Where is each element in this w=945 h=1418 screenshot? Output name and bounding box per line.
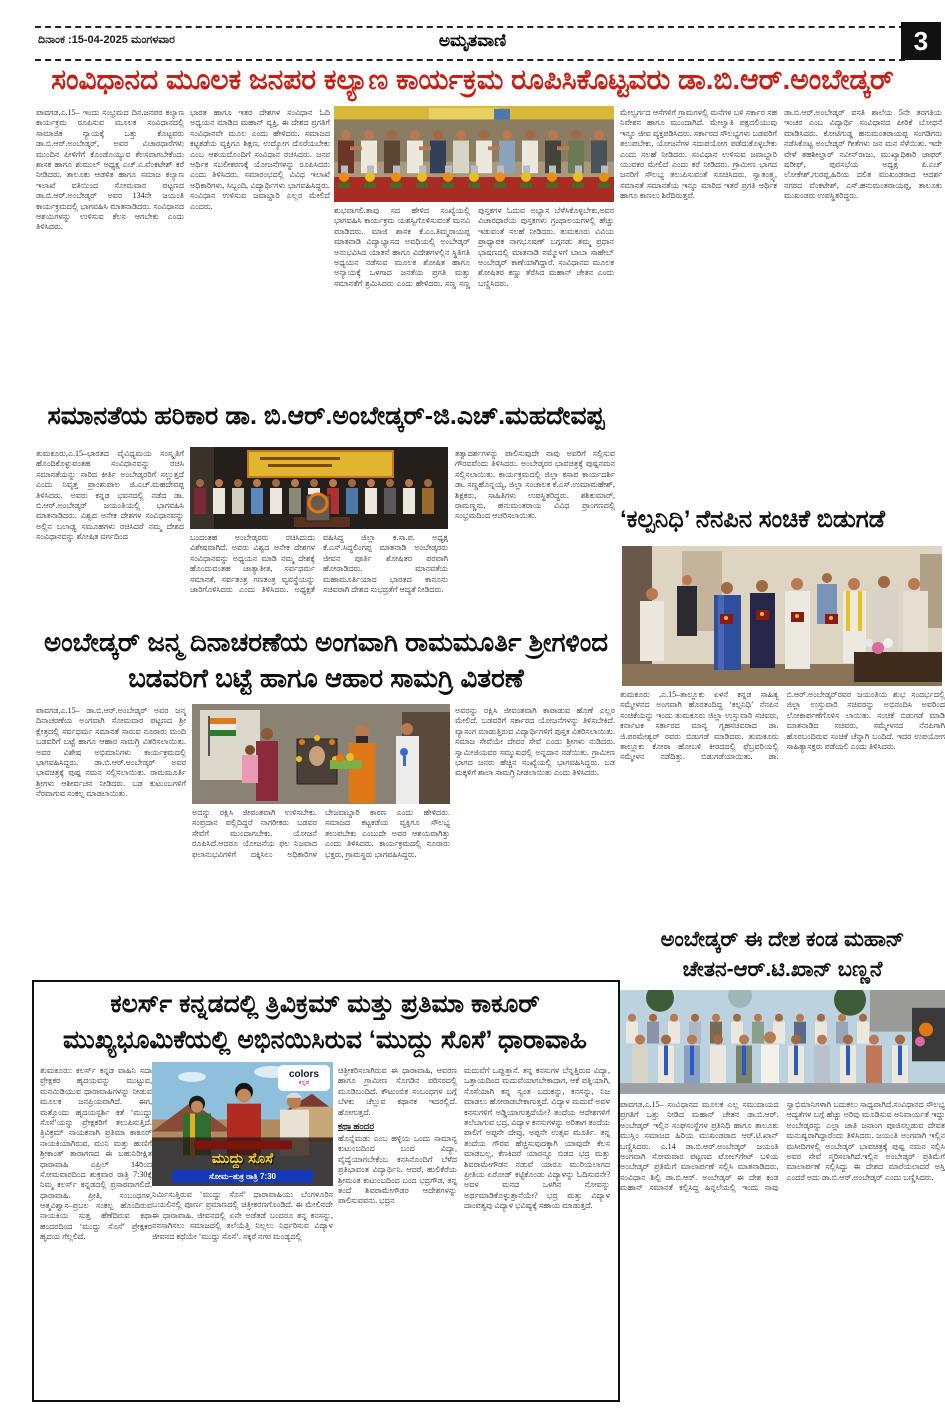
masthead: ಅಮೃತವಾಣಿ — [438, 31, 507, 50]
article-janma-col-a: ಪಾವಗಡ,ಎ.15– ಡಾ.ಬಿ.ಆರ್.ಅಂಬೇಡ್ಕರ್ ಅವರ ಜನ್ಮ ದಿನಾಚರಣೆಯ ಅಂಗವಾಗಿ ಸೋಮವಾರ ಪಟ್ಟಣದ ಶ್ರೀ ಕ್ಷೇತ್ರದಲ್ಲಿ ಸರ್ವಧರ್ಮ ಸಮಾನತೆ ಸಾರುವ ನೂರಾರು ಮಂದಿ ಬಡವರಿಗೆ ಬಟ್ಟೆ ಹಾಗೂ ಆಹಾರ ಸಾಮಗ್ರಿ ವಿತರಿಸಲಾಯಿತು. ಅವರ ವಿಶೇಷ ಅಭಿಮಾನಿಗಳು ಕಾರ್ಯಕ್ರಮದಲ್ಲಿ ಭಾಗವಹಿಸಿದ್ದರು. ಡಾ.ಬಿ.ಆರ್.ಅಂಬೇಡ್ಕರ್ ಅವರ ಭಾವಚಿತ್ರಕ್ಕೆ ಪುಷ್ಪ ನಮನ ಸಲ್ಲಿಸಲಾಯಿತು. ರಾಮಮೂರ್ತಿ ಶ್ರೀಗಳು ಆಶೀರ್ವಚನ ನೀಡಿದರು. ಬಡ ಕುಟುಂಬಗಳಿಗೆ ನೆರವಾಗುವ ಸಂಕಲ್ಪ ಮಾಡಲಾಯಿತು. — [36, 706, 186, 799]
article-main-col-b: ಭಾರತ ಹಾಗೂ ಇತರ ದೇಶಗಳ ಸಂವಿಧಾನ ಓದಿ ಅಧ್ಯಯನ ಮಾಡಿದ ಮಹಾನ್ ವ್ಯಕ್ತಿ, ಈ ದೇಶದ ಪ್ರಗತಿಗೆ ಸಂವಿಧಾನವೇ ಮೂಲ ಎಂದು ಹೇಳಿದರು. ಸಮಾಜದ ಕಟ್ಟಕಡೆಯ ವ್ಯಕ್ತಿಗೂ ಶಿಕ್ಷಣ, ಉದ್ಯೋಗ ದೊರೆಯಬೇಕು ಎಂಬ ಆಶಯದೊಂದಿಗೆ ಸಂವಿಧಾನ ರಚಿಸಿದರು. ಜನರ ಆರ್ಥಿಕ ಸಬಲೀಕರಣಕ್ಕೆ ಯೋಜನೆಗಳನ್ನು ರೂಪಿಸಿದರು ಎಂದು ತಿಳಿಸಿದರು. ಸಮಾರಂಭದಲ್ಲಿ ವಿವಿಧ ಇಲಾಖೆ ಅಧಿಕಾರಿಗಳು, ಸಿಬ್ಬಂದಿ, ವಿದ್ಯಾರ್ಥಿಗಳು ಭಾಗವಹಿಸಿದ್ದರು. ಸಂವಿಧಾನ ಉಳಿಸುವ ಜವಾಬ್ದಾರಿ ಎಲ್ಲರ ಮೇಲಿದೆ ಎಂದರು. — [190, 108, 330, 211]
header-bottom-rule — [35, 59, 905, 61]
photo-garland-tribute-image — [620, 990, 945, 1094]
article-main-col-a: ಪಾವಗಡ,ಎ.15– ಇಂದು ಸಂಭ್ರಮದ ದಿನ.ಜನಪರ ಕಲ್ಯಾಣ ಕಾರ್ಯಕ್ರಮ ರೂಪಿಸುವ ಮೂಲಕ ಸಂವಿಧಾನದಲ್ಲಿ ಸಾಮಾಜಿಕ ನ್ಯಾಯಕ್ಕೆ ಒತ್ತು ಕೊಟ್ಟವರು ಡಾ.ಬಿ.ಆರ್.ಅಂಬೇಡ್ಕರ್, ಅವರ ವಿಚಾರಧಾರೆಗಳು ಮುಂದಿನ ಪೀಳಿಗೆಗೆ ಕೊಂಡೊಯ್ಯುವ ಕೆಲಸವಾಗಬೇಕೆಂದು ಶಾಸಕ ಹಾಗೂ ಶುಮುಲ್ ಅಧ್ಯಕ್ಷ ಎಚ್.ಎ.ವೆಂಕಟೇಶ್ ಕರೆ ನೀಡಿದರು. ತಾಲೂಕು ಆಡಳಿತ ಹಾಗೂ ಸಮಾಜ ಕಲ್ಯಾಣ ಇಲಾಖೆ ವತಿಯಿಂದ ಸೋಮವಾರ ಪಟ್ಟಣದ ಡಾ.ಬಿ.ಆರ್.ಅಂಬೇಡ್ಕರ್ ಅವರ 134ನೇ ಜಯಂತಿ ಕಾರ್ಯಕ್ರಮದಲ್ಲಿ ಭಾಗವಹಿಸಿ ಮಾತನಾಡಿದರು. ಸಂವಿಧಾನದ ಆಶಯಗಳನ್ನು ಉಳಿಸುವ ಕೆಲಸ ಆಗಬೇಕು ಎಂದು ತಿಳಿಸಿದರು. — [36, 108, 184, 232]
headline-chetana-line1: ಅಂಬೇಡ್ಕರ್ ಈ ದೇಶ ಕಂಡ ಮಹಾನ್ — [660, 928, 905, 951]
headline-colors: ಕಲರ್ಸ್ ಕನ್ನಡದಲ್ಲಿ ತ್ರಿವಿಕ್ರಮ್ ಮತ್ತು ಪ್ರತಿಮಾ ಕಾಕೂರ್ ಮುಖ್ಯಭೂಮಿಕೆಯಲ್ಲಿ ಅಭಿನಯಿಸಿರುವ ‘ಮುದ್ದು ಸೊಸೆ’ ಧಾರಾವಾಹಿ — [63, 990, 587, 1055]
article-main-col-e: ಡಾ.ಬಿ.ಆರ್.ಅಂಬೇಡ್ಕರ್ ವಸತಿ ಶಾಲೆಯ 5ನೇ ತರಗತಿಯ ಇಂಚರ ಎಂಬ ವಿದ್ಯಾರ್ಥಿ ಸಂವಿಧಾನದ ಪೀಠಿಕೆ ಬೋಧನೆ ಮಾಡಿಸಿದರು. ಕೋಟಿಗುಡ್ಡ ಹನುಮಂತರಾಯಪ್ಪ ಸಂಗಡಿಗರು ನಡೆಸಿಕೊಟ್ಟ ಅಂಬೇಡ್ಕರ್ ಗೀತೆಗಳು ಜನ ಮನ ಸೆಳೆಯಿತು. ಇದೇ ವೇಳೆ ತಹಶೀಲ್ದಾರ್ ನವೀನ್‌ರಾಜು, ಮುಖ್ಯಾಧಿಕಾರಿ ಜಾಫರ್ ಷರೀಫ್, ಪುರಸಭೆಯ ಅಧ್ಯಕ್ಷ ಪಿ.ಎಚ್ ಲೋಕೇಶ್,ಗುರಪ್ಪ,ಹಿರಿಯ ದಲಿತ ಮುಖಂಡರಾದ ಆದರ್ಶ ನಗರದ ವೆಂಕಟೇಶ್, ಎಸ್.ಹನುಮಂತರಾಯಪ್ಪ, ತಾಲೂಕು ಮುಖಂಡರು ಉಪಸ್ಥಿತರಿದ್ದರು. — [784, 108, 942, 201]
article-colors-col3 — [338, 1066, 457, 1390]
article-colors-subhead: ಕಥಾ ಹಂದರ — [338, 1120, 375, 1131]
article-samanate-below-photo: ಬಂದಂತಹ ಅಂಬೇಡ್ಕರರು ರಚಿಸಿದುದು ವಿಶೇಷವಾಗಿದೆ. ಅವರು ವಿಶ್ವದ ಅನೇಕ ದೇಶಗಳ ಸಂವಿಧಾನವನ್ನು ಅಧ್ಯಯನ ಮಾಡಿ ನಮ್ಮ ದೇಶಕ್ಕೆ ಹೊಂದುವಂತಹ ಜಾತ್ಯಾತೀತ, ಸರ್ವಧರ್ಮ ಸಮಾನತೆ, ಸರ್ವತಂತ್ರ ಗಣತಂತ್ರ ವ್ಯವಸ್ಥೆಯನ್ನು ಜಾರಿಗೊಳಿಸಿದರು ಎಂದು ತಿಳಿಸಿದರು. ಅಧ್ಯಕ್ಷತೆ ವಹಿಸಿದ್ದ ಜಿಲ್ಲಾ ಕ.ಸಾ.ಪ. ಅಧ್ಯಕ್ಷ ಕೆ.ಎಸ್.ಸಿದ್ಧಲಿಂಗಪ್ಪ ಮಾತನಾಡಿ ಅಂಬೇಡ್ಕರರು ಜೀವನ ಪೂರ್ತಿ ಶೋಷಿತರ ಪರವಾಗಿ ಹೋರಾಡಿದರು. ಮಾನವತೆಯ ಮಹಾಮೂರ್ತಿಯಾದ ಭಾರತದ ಕಾನೂನು ಸಚಿವರಾಗಿ ದೇಶದ ಸುಭದ್ರತೆಗೆ ಆದ್ಯತೆ ನೀಡಿದರು. — [190, 533, 448, 594]
article-chetana-body: ಪಾವಗಡ,ಎ.15– ಸಂವಿಧಾನದ ಮೂಲಕ ಎಲ್ಲ ಸಮುದಾಯದ ಪ್ರಗತಿಗೆ ಒತ್ತು ನೀಡಿದ ಮಹಾನ್ ಚೇತನ ಡಾ.ಬಿ.ಆರ್. ಅಂಬೇಡ್ಕರ್ ಇಲ್ಲಿನ ಸಂಘಸಂಸ್ಥೆಗಳ ಪ್ರತಿನಿಧಿ ಹಾಗೂ ತಾಲೂಕು ಮುಸ್ಲಿಂ ಸಮಾಜದ ಹಿರಿಯ ಮುಖಂಡರಾದ ಆರ್.ಟಿ.ಖಾನ್ ಬಣ್ಣಿಸಿದರು. ಎ.14 ಡಾ.ಬಿ.ಆರ್.ಅಂಬೇಡ್ಕರ್ ಜಯಂತಿ ಅಂಗವಾಗಿ ಸೋಮವಾರ ಪಟ್ಟಣದ ಟೋಲ್‌ಗೇಟ್ ಬಳಿಯ ಅಂಬೇಡ್ಕರ್ ಪ್ರತಿಮೆಗೆ ಮಾಲಾರ್ಪಣೆ ಸಲ್ಲಿಸಿ ಮಾತನಾಡಿದರು. ಸಂವಿಧಾನ ಶಿಲ್ಪಿ ಡಾ.ಬಿ.ಆರ್. ಅಂಬೇಡ್ಕರ್ ಈ ದೇಶ ಕಂಡ ಮಹಾನ್ ಸಮಾನತೆ ಕಲ್ಪಿಸಿದ್ದ ಹಿನ್ನಲೆಯಲ್ಲಿ ಇಂದು ನಾವು ಸ್ವಾಭಿಮಾನಿಗಳಾಗಿ ಬದುಕಲು ಸಾಧ್ಯವಾಗಿದೆ.ಸಂವಿಧಾನದ ಸೌಲಭ್ಯ ಆದ್ಯತೆಗಳ ಬಗ್ಗೆ ಹೆಚ್ಚು ಅರಿವು ಮೂಡಿಸುವ ಅನಿವಾರ್ಯತೆ ಇದ್ದು ಅಂಬೇಡ್ಕರನ್ನು ಎಲ್ಲಾ ಜಾತಿ ಜನಾಂಗ ಪೂಜಿಸಲ್ಪಡುವ ದೇವತ ಮನುಷ್ಯರಾಗಿದ್ದಾರೆಂದು ತಿಳಿಸಿದರು. ಜಯಂತಿ ಅಂಗವಾಗಿ ಇಲ್ಲಿನ ಮಸೀದಿಗಳಲ್ಲಿ ಅಂಬೇಡ್ಕರ್ ಭಾವಚಿತ್ರಕ್ಕೆ ಪುಷ್ಪ ನಮನ ಸಲ್ಲಿಸಿ ಅವರ ಸೇವೆ ಸ್ಮರಿಸಲಾಗಿದೆ.ಇಲ್ಲಿನ ಅಂಬೇಡ್ಕರ್ ಪ್ರತಿಮೆಗೆ ಮಾಲಾರ್ಪಣೆ ಸಲ್ಲಿಸಿದ್ದು ಈ ದೇಶದ ಮಾರೆಯಲಾದರೆ ಅಸ್ತಿ ಎಂದರೆ ಅದು ಡಾ.ಬಿ.ಆರ್.ಅಂಬೇಡ್ಕರ್ ಎಂದು ಬಣ್ಣಿಸಿದರು. — [620, 1100, 945, 1193]
photo-clothes-distribution — [192, 704, 450, 804]
article-janma-col-d: ಅವರನ್ನು ರಕ್ಷಿಸಿ ಜೀವಂತವಾಗಿ ಕಾಪಾಡುವ ಹೊಣೆ ಎಲ್ಲರ ಮೇಲಿದೆ. ಬಡವರಿಗೆ ಸರ್ಕಾರದ ಯೋಜನೆಗಳನ್ನು ತಿಳಿಸಬೇಕಿದೆ. ವ್ಯಾಸಂಗ ಮಾಡುತ್ತಿರುವ ವಿದ್ಯಾರ್ಥಿಗಳಿಗೆ ಪುಸ್ತಕ ವಿತರಿಸಲಾಯಿತು. ಸಮಾಜ ಸೇವೆಯೇ ದೇವರ ಸೇವೆ ಎಂದು ಶ್ರೀಗಳು ನುಡಿದರು. ಸ್ವಾಮೀಜಿಯವರ ಸಮ್ಮುಖದಲ್ಲಿ ಅನ್ನದಾನ ನಡೆಯಿತು. ಗ್ರಾಮೀಣ ಭಾಗದ ಜನರು ಹೆಚ್ಚಿನ ಸಂಖ್ಯೆಯಲ್ಲಿ ಭಾಗವಹಿಸಿದ್ದರು. ಬಡ ಮಕ್ಕಳಿಗೆ ಶಾಲಾ ಸಾಮಗ್ರಿ ನೀಡಲಾಯಿತು ಎಂದು ತಿಳಿಸಿದರು. — [455, 706, 615, 778]
photo-oath-ceremony-image — [334, 106, 614, 202]
article-janma-below-photo: ಅದನ್ನು ರಕ್ಷಿಸಿ ಜೀವಂತವಾಗಿ ಉಳಿಸಬೇಕು. ಸಂಪ್ರದಾನ ಪಲ್ಲಿದಿದ್ದರೆ ನಾಗರೀಕರು ಬಡವರ ಸೇವೆಗೆ ಮುಂದಾಗಬೇಕು. ಯೋಜನೆ ರೂಪಿಸಿದೆ.ಆದರೂ ಯೋಜನೆಯ ಫಲ ನಿಜವಾದ ಫಲಾನುಭವಿಗಳಿಗೆ ದಕ್ಕಿಸಿಲು ಅಧಿಕಾರಿಗಳ ಬೇಜವಾಬ್ದಾರಿ ಕಾರಣ ಎಂದು ಹೇಳಿದರು. ಸಮಾಜದ ಕಟ್ಟಕಡೆಯ ವ್ಯಕ್ತಿಗೂ ಸೌಲಭ್ಯ ತಲುಪಬೇಕು ಎಂಬುದೇ ಅವರ ಆಶಯವಾಗಿತ್ತು ಎಂದು ತಿಳಿಸಿದರು. ಕಾರ್ಯಕ್ರಮದಲ್ಲಿ ನೂರಾರು ಭಕ್ತರು, ಗ್ರಾಮಸ್ಥರು ಭಾಗವಹಿಸಿದ್ದರು. — [192, 808, 450, 859]
serial-title: ಮುದ್ದು ಸೊಸೆ — [211, 1150, 274, 1166]
photo-jayanti-function-image — [190, 447, 448, 529]
article-colors-col2: ನಿರ್ಮಿಸುತ್ತಿರುವ ‘ಮುದ್ದು ಸೊಸೆ’ ಧಾರಾವಾಹಿಯು ಬೆಂಗಳೂರಿನ ಬಯಲಿನಲ್ಲಿ ಪೂರ್ಣ ಪ್ರಮಾಣದಲ್ಲಿ ಚಿತ್ರೀಕರಣಗೊಂಡಿದೆ. ಈ ಮೇಲಿನದೇ ಈ ಧಾರಾವಾಹಿ. ಜೀವನದಲ್ಲಿ ಏನೇ ಅಡೆತಡೆ ಬಂದರೂ ತನ್ನ ಕನಸನ್ನು, ನನಸಾಗಿಸಲು ಸಮಾಜದಲ್ಲಿ ತಲೆಯೆತ್ತಿ ನಿಲ್ಲಲು ನಿರ್ಧರಿಸುವ ವಿದ್ಯಾಳ ಜೀವನದ ಕಥೆಯೇ ‘ಮುದ್ದು ಸೊಸೆ’. ಸಕ್ಕರೆ ನಗರ ಮಂಡ್ಯದಲ್ಲಿ — [152, 1190, 333, 1241]
page-number-box — [901, 22, 941, 60]
photo-garland-tribute — [620, 990, 945, 1094]
article-kalpanidhi-body: ತುಮಕೂರು ,ಎ.15–ತಾಲ್ಲೂಕು ಏಳನೆ ಕನ್ನಡ ಸಾಹಿತ್ಯ ಸಮ್ಮೇಳನದ ಅಂಗವಾಗಿ ಹೊರತಂದಿದ್ದ ‘ಕಲ್ಪನಿಧಿ’ ನೆನಪಿನ ಸಂಚಿಕೆಯನ್ನು ಇಂದು ತುಮಕೂರು ಜಿಲ್ಲಾ ಉಸ್ತುವಾರಿ ಸಚಿವರು, ಕರ್ನಾಟಕ ಸರ್ಕಾರದ ಮಾನ್ಯ ಗೃಹಸಚಿವರಾದ ಡಾ. ಜಿ.ಪರಮೇಶ್ವರ್ ರವರು ಬಿಡುಗಡೆ ಮಾಡಿದರು. ತುಮಕೂರು ತಾಲ್ಲೂಕು ಕೋರಾ ಹೋಬಳಿ ಕೀರದದಲ್ಲಿ ಫೆಬ್ರವರಿಯಲ್ಲಿ ಸಮ್ಮೇಳನ ನಡೆದಿತ್ತು. ಬಿಡುಗಡೆಯಾಯಿತು. ಡಾ. ಬಿ.ಆರ್.ಅಂಬೇಡ್ಕರ್‌ರವರ ಜಯಂತಿಯ ಶುಭ ಸಂದರ್ಭದಲ್ಲಿ ಜಿಲ್ಲಾ ಉಸ್ತುವಾರಿ ಸಚಿವರನ್ನು ಅಭಿನಂದಿಸಿ ಅವರಿಂದ ಲೋಕಾರ್ಪಣೆಗೊಳಿಸ ಲಾಯಿತು. ಸಂಚಿಕೆ ಬಿಡುಗಡೆ ಮಾಡಿ ಮಾತನಾಡಿದ ಸಚಿವರು, ಸಮ್ಮೇಳನದ ನೆನಪಿಗಾಗಿ ಹೊರಬಂದಿರುವ ಸಂಚಿಕೆ ಚೆನ್ನಾಗಿ ಬಂದಿದೆ. ಇದರ ಉಪಯೋಗ ಸಾಹಿತ್ಯಾಸಕ್ತರು ಪಡೆಯಲಿ ಎಂದು ತಿಳಿಸಿದರು. — [620, 690, 945, 762]
photo-book-release — [622, 546, 942, 686]
date-label: ದಿನಾಂಕ :15-04-2025 ಮಂಗಳವಾರ — [38, 34, 175, 46]
colors-logo-text: colors — [288, 1069, 319, 1080]
article-colors-col4: ಮದುವೆಗೆ ಒಪ್ಪುತ್ತಾನೆ. ತನ್ನ ಕನಸುಗಳ ಬೆನ್ನತ್ತಿರುವ ವಿದ್ಯಾ, ಒತ್ತಾಯದಿಂದ ಮದುವೆಯಾಗಬೇಕಾದಾಗ, ಆಕೆ ಪತ್ನಿಯಾಗಿ, ಸೊಸೆಯಾಗಿ ತನ್ನ ಸ್ವಂತ ಬದುಕನ್ನು, ಕನಸನ್ನು, ನಿಜ ಮಾಡಲು ಹೋರಾಡಬೇಕಾಗುತ್ತದೆ. ವಿದ್ಯಾಳ ಮದುವೆ ಅವಳ ಕನಸುಗಳಿಗೆ ಅಡ್ಡಿಯಾಗುತ್ತದೆಯೇ? ತಂದೆಯ ಆದೇಶಗಳಿಗೆ ತಲೆಬಾಗುವ ಭದ್ರ, ವಿದ್ಯಾಳ ಕನಸುಗಳನ್ನು ಅರಿತಾಗ ತಂದೆಯ ಪಾಲಿಗೆ ಅಪ್ಪನೇ ದೇವ್ರು, ಅಪ್ಪನೇ ಉತ್ಸವ ಮೂರ್ತಿ. ತನ್ನ ತಂದೆಯ ಗೌರವ ಹೆಚ್ಚಿಸುವುದಕ್ಕಾಗಿ ಯಾವುದೇ ಕೆಲಸ ಮಾಡಬಲ್ಲ, ಕೆಣಕಿದರೆ ಯಾರನ್ನೂ ಬಿಡದ ಭದ್ರ ಮತ್ತು ಶಿವರಾಮೇಗೌಡನ ನಡುವೆ ಯಾರೂ ಮುರಿಯಲಾಗದ ಪ್ರೀತಿಯ ಏರೋಡ್ ಕಟ್ಟಿಕೊಂಡು ವಿದ್ಯಾಳನ್ನು ಓದಿಸುವನೇ? ಅವಳ ಮನದ ಒಳಗಿನ ನೋವನ್ನು ಅರ್ಥಮಾಡಿಕೊಳ್ಳುತ್ತಾನೆಯೇ? ಭದ್ರ ಮತ್ತು ವಿದ್ಯಾಳ ದಾಂಪತ್ಯವು ವಿದ್ಯಾಳ ಭವಿಷ್ಯಕ್ಕೆ ಸಹಾಯ ಮಾಡುತ್ತದೆ. — [464, 1066, 610, 1211]
article-colors-col1: ತುಮಕೂರು: ಕಲರ್ಸ್ ಕನ್ನಡ ವಾಹಿನಿ ಸದಾ ಪ್ರೇಕ್ಷಕರ ಹೃದಯವನ್ನು ಮುಟ್ಟುವ, ಮನಮಿಡಿಯುವ ಧಾರಾವಾಹಿಗಳನ್ನು ನೀಡುವ ಮೂಲಕ ಜನಪ್ರಿಯವಾಗಿದೆ. ಈಗ, ಮತ್ತೊಂದು ಹೃದಯಸ್ಪರ್ಶಿ ಕತೆ ‘ಮುದ್ದು ಸೊಸೆ’ಯನ್ನು ಪ್ರೇಕ್ಷಕರಿಗೆ ತಲುಪಿಸುತ್ತಿದೆ. ತ್ರಿವಿಕ್ರಮ್ ನಾಯಕನಾಗಿ ಪ್ರತಿಮಾ ಕಾಕೂರ್ ನಾಯಕಿಯಾಗಿರುವ, ಮುನಿ ಮತ್ತು ಹುಣಿಗೆ ಶ್ರೀಕಾಂತ್ ತಾರಾಗಣದ ಈ ಬಹುನಿರೀಕ್ಷಿತ ಧಾರಾವಾಹಿ ಎಪ್ರಿಲ್ 14ರಿಂದ ಸೋಮವಾರದಿಂದ ಶುಕ್ರವಾರ ರಾತ್ರಿ 7:30ಕ್ಕೆ ನಿಮ್ಮ ಕಲರ್ಸ್ ಕನ್ನಡದಲ್ಲಿ ಪ್ರಸಾರವಾಗಲಿದೆ. ಧಾರಾವಾಹಿ. ಪ್ರೀತಿ, ಸಂಬಂಧಗಳ, ಆತ್ಮವಿಶ್ವಾಸ–ಪ್ರಬಲ ಸಂಕಲ್ಪ ಹೊಂದಿರುವ ನಾಯಕಿಯ ಸುತ್ತ ಹೆಣೆದಿರುವ ಕಥಾ ಹಂದರದಿಂದ ‘ಮುದ್ದು ಸೊಸೆ’ ಪ್ರೇಕ್ಷಕರ ಹೃದಯ ಗೆಲ್ಲಲಿದೆ. — [40, 1066, 152, 1242]
headline-chetana-line2: ಚೇತನ-ಆರ್.ಟಿ.ಖಾನ್ ಬಣ್ಣನೆ — [682, 958, 883, 981]
article-colors-col3-top: ಚಿತ್ರೀಕರಿಸಲಾಗಿರುವ ಈ ಧಾರಾವಾಹಿ, ಆವರಣ ಹಾಗೂ ಗ್ರಾಮೀಣ ಸೊಗಡಿನ ಪರಿಸರದಲ್ಲಿ ಮೂಡಿಬಂದಿದೆ. ಕೌಟುಂಬಿಕ ಸಂಬಂಧಗಳ ಬಗ್ಗೆ ಬೆಳಕು ಚೆಲ್ಲುವ ಕಥಾನಕ ಇದರಲ್ಲಿದೆ. ಹೋಗುತ್ತದೆ. — [338, 1066, 457, 1117]
colors-logo-lang: ಕನ್ನಡ — [298, 1080, 310, 1086]
headline-samanate: ಸಮಾನತೆಯ ಹರಿಕಾರ ಡಾ. ಬಿ.ಆರ್.ಅಂಬೇಡ್ಕರ್-ಜಿ.ಎಚ್.ಮಹದೇವಪ್ಪ — [47, 402, 605, 430]
article-main-below-photo: ಶುಭವಾಗಲಿ.ತಾವು ಸದ ಹೇಳಿದ ಸಂಖ್ಯೆಯಲ್ಲಿ ಭಾಗವಹಿಸಿ ಕಾರ್ಯಕ್ರಮ ಯಶಸ್ವಿಗೊಳಿಸುವಂತೆ ಮನವಿ ಮಾಡಿದರು. ಮಾಜಿ ಶಾಸಕ ಕೆ.ಎಂ.ತಿಮ್ಮರಾಯಪ್ಪ ಮಾತನಾಡಿ ವಿದ್ಯಾಭ್ಯಾಸದ ಅವಧಿಯಲ್ಲಿ ಅಂಬೇಡ್ಕರ್ ಅನುಭವಿಸಿದ ಯಾತನೆ ಹಾಗೂ ವಿದೇಶಗಳಲ್ಲಿನ ಸ್ಥಿತಿಗತಿ ಅಧ್ಯಯನ ನಡೆಸುವ ಮೂಲಕ ಶೋಷಿತ ಹಾಗೂ ಅನ್ಯಾಯಕ್ಕೆ ಒಳಗಾದ ಜನತೆಯ ಪ್ರಗತಿ ಮತ್ತು ಸಮಾನತೆಗೆ ಶ್ರಮಿಸಿದರು ಎಂದು ಹೇಳಿದರು. ಸಣ್ಣ ಸಣ್ಣ ಪುಸ್ತಕಗಳ ಓದುವ ಅಭ್ಯಾಸ ಬೆಳೆಸಿಕೊಳ್ಳಬೇಕು,ಅವರ ವಿಚಾರಧಾರೆಯ ಪುಸ್ತಕಗಳು ಗ್ರಂಥಾಲಯಗಳಲ್ಲಿ ಹೆಚ್ಚು ಇಡುವಂತೆ ಸಲಹೆ ನೀಡಿದರು. ತುಮಕೂರು ವಿವಿಯ ಪ್ರಾಧ್ಯಾಪಕ ನಾಗಭೂಷಣ್ ಬಗ್ಗನಡು ತಮ್ಮ ಪ್ರಧಾನ ಭಾಷಣದಲ್ಲಿ ಮಾತನಾಡಿ ನಮ್ಮೊಳಗೆ ಬಾಬಾ ಸಾಹೇಬ್ ಅಂಬೇಡ್ಕರ್ ಕಾಣೆಯಾಗಿದ್ದಾರೆ. ಸಂವಿಧಾನದ ಮೂಲಕ ಶೋಷಿತರ ಕಣ್ಣು ತೆರೆಸಿದ ಮಹಾನ್ ಚೇತನ ಎಂದು ಬಣ್ಣಿಸಿದರು. — [334, 206, 614, 288]
article-samanate-col-a: ತುಮಕೂರು,ಎ.15–ಭಾರತದ ವೈವಿಧ್ಯಮಯ ಸಂಸ್ಕೃತಿಗೆ ಹೊಂದಿಕೊಳ್ಳುವಂತಹ ಸಂವಿಧಾನವನ್ನು ರಚಿಸಿ ಸಮಾನತೆಯನ್ನು ಸಾರಿದ ಕೀರ್ತಿ ಅಂಬೇಡ್ಕರರಿಗೆ ಸಲ್ಲುತ್ತದೆ ಎಂದು ನಿವೃತ್ತ ಪ್ರಾಂಶುಪಾಲ ಜಿ.ಎಚ್.ಮಹದೇವಪ್ಪ ತಿಳಿಸಿದರು. ಅವರು ಕನ್ನಡ ಭವನದಲ್ಲಿ ನಡೆದ ಡಾ. ಬಿ.ಆರ್.ಅಂಬೇಡ್ಕರ್ ಜಯಂತಿಯಲ್ಲಿ ಭಾಗವಹಿಸಿ ಮಾತನಾಡಿದರು. ವಿಶ್ವದ ಅನೇಕ ದೇಶಗಳ ಸಂವಿಧಾನವನ್ನು ಅಲ್ಲಿನ ಬಲಾಢ್ಯ ಸಮೂಹಗಳು ರಚಿಸಿದರೆ ನಮ್ಮ ದೇಶದ ಸಂವಿಧಾನವನ್ನು ಶೋಷಿತ ವರ್ಗದಿಂದ — [36, 449, 184, 542]
headline-main: ಸಂವಿಧಾನದ ಮೂಲಕ ಜನಪರ ಕಲ್ಯಾಣ ಕಾರ್ಯಕ್ರಮ ರೂಪಿಸಿಕೊಟ್ಟವರು ಡಾ.ಬಿ.ಆರ್.ಅಂಬೇಡ್ಕರ್ — [51, 64, 894, 95]
photo-oath-ceremony — [334, 106, 614, 202]
article-samanate-col-d: ತತ್ವಾದರ್ಶಗಳನ್ನು ಪಾಲಿಸುವುದೇ ನಾವು ಅವರಿಗೆ ಸಲ್ಲಿಸುವ ಗೌರವವೆಂದು ತಿಳಿಸಿದರು. ಅಂಬೇಡ್ಕರರ ಭಾವಚಿತ್ರಕ್ಕೆ ಪುಷ್ಪನಮನ ಸಲ್ಲಿಸಲಾಯಿತು. ಕಾರ್ಯಕ್ರಮದಲ್ಲಿ ಜಿಲ್ಲಾ ಕಸಾಪ ಕಾರ್ಯದರ್ಶಿ ಡಾ. ಸಣ್ಣಹೊನ್ನಯ್ಯ, ಜಿಲ್ಲಾ ಸಂಚಾಲಕ ಕೆ.ಎಸ್.ಉಮಾಮಹೇಶ್, ಶಿಕ್ಷಕರು, ಸಾಹಿತಿಗಳು ಉಪಸ್ಥಿತರಿದ್ದರು. ಶಶಿಕುಮಾರ್, ರಾಮಣ್ಣನು, ಹನುಮಂತರಾಯ ವಿವಿಧ ಪ್ರಾಂಗಣದಲ್ಲಿ ಸಂಭ್ರಮದಿಂದ ಆಚರಿಸಲಾಯಿತು. — [455, 449, 615, 521]
photo-serial-promo — [152, 1062, 333, 1186]
serial-schedule: ಸೋಮ–ಶುಕ್ರ ರಾತ್ರಿ 7:30 — [172, 1170, 313, 1183]
headline-janma: ಅಂಬೇಡ್ಕರ್ ಜನ್ಮ ದಿನಾಚರಣೆಯ ಅಂಗವಾಗಿ ರಾಮಮೂರ್ತಿ ಶ್ರೀಗಳಿಂದ ಬಡವರಿಗೆ ಬಟ್ಟೆ ಹಾಗೂ ಆಹಾರ ಸಾಮಗ್ರಿ ವಿತರಣೆ — [43, 627, 609, 694]
photo-jayanti-function — [190, 447, 448, 529]
colors-channel-logo — [278, 1065, 330, 1091]
header-top-rule — [35, 26, 905, 28]
headline-kalpanidhi: ‘ಕಲ್ಪನಿಧಿ’ ನೆನಪಿನ ಸಂಚಿಕೆ ಬಿಡುಗಡೆ — [620, 506, 885, 533]
article-colors-col3-story: ಹೊನ್ನೆಮಡು ಎಂಬ ಹಳ್ಳಿಯ ಒಂದು ಸಾಮಾನ್ಯ ಕುಟುಂಬದಿಂದ ಬಂದ ವಿದ್ಯಾ, ವೈದ್ಯೆಯಾಗಬೇಕೆಂಬ ಕನಸಿನೊಂದಿಗೆ ಬೆಳೆದ ಪ್ರತಿಭಾವಂತ ವಿದ್ಯಾರ್ಥಿನಿ. ಆದರೆ, ಹುಲಿಕೆರೆಯ ಶ್ರೀಮಂತ ಕುಟುಂಬದಿಂದ ಬಂದ ಭದ್ರಗೌಡ, ತನ್ನ ತಂದೆ ಶಿವರಾಮೇಗೌಡರ ಆದೇಶಗಳನ್ನು ಪಾಲಿಸುವವನು. ಭದ್ರನ — [338, 1133, 457, 1206]
article-main-col-d: ಮೇಲ್ವರ್ಗದ ಆಸೆಗಳಿಗೆ ಗ್ರಾಮಗಳಲ್ಲಿ ಮನೆಗಳ ಬಳಿ ಸರ್ಕಾರ ಸಹ ನಿವೇಶನ ಹಾಗೂ ಮುಂದಾಗಿದೆ. ಮೇಲ್ವಾತಿ ಪಕ್ಷದಲಿಯುವು ಇನ್ನೂ ಜೀವ ವ್ಯಕ್ತಪಡಿಸಿದರು. ಸರ್ಕಾರದ ಸೌಲಭ್ಯಗಳು ಬಡವರಿಗೆ ತಲುಪಬೇಕು, ಯೋಜನೆಗಳ ಸದುಪಯೋಗ ಪಡೆದುಕೊಳ್ಳಬೇಕು ಎಂದು ಸಲಹೆ ನೀಡಿದರು. ಸಂವಿಧಾನ ಉಳಿಸುವ ಜವಾಬ್ದಾರಿ ಯುವಕರ ಮೇಲಿದೆ ಎಂದು ಕರೆ ನೀಡಿದರು. ಗ್ರಾಮೀಣ ಭಾಗದ ಜನರಿಗೆ ಸೌಲಭ್ಯ ತಲುಪಿಸುವಂತೆ ಸೂಚಿಸಿದರು. ಸ್ವಾತಂತ್ರ್ಯ, ಸಮಾನತೆ ಸಮಾನತೆಯ ಇನ್ನೂ ಮಾರಿದ ಇತರೆ ಪ್ರಗತಿ ಆರ್ಥಿಕ ಹಾಗೂ ಕಾಣಲು ಶಿರೆದಿರುತ್ತವೆ. — [620, 108, 777, 201]
photo-clothes-distribution-image — [192, 704, 450, 804]
page-number: 3 — [913, 25, 929, 56]
photo-book-release-image — [622, 546, 942, 686]
